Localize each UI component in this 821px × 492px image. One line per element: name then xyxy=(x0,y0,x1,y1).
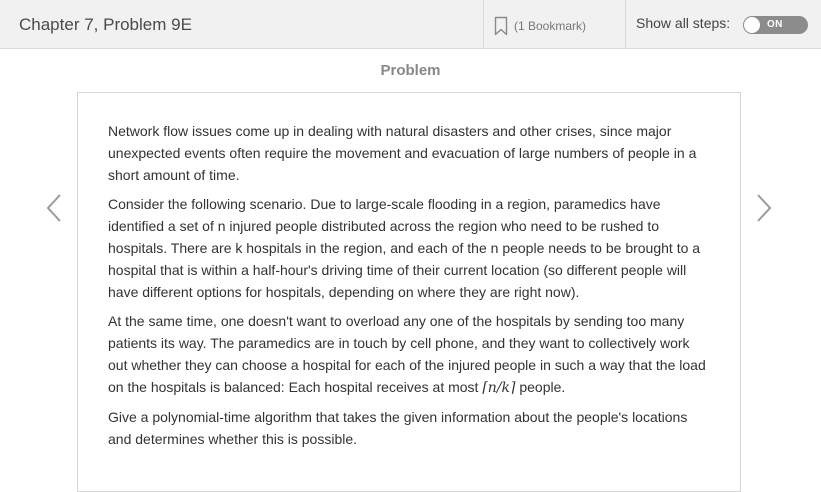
section-heading: Problem xyxy=(380,62,441,79)
problem-paragraph: Consider the following scenario. Due to large-scale flooding in a region, paramedics have identified a set of n injured people distributed across the region who need to be rushed to hospitals. There are k hospitals in the region, and each of the n people needs to be brought to a hospital that is within a half-hour's driving time of their current location (so different people will have different options for hospitals, depending on where they are right now). xyxy=(108,196,701,300)
problem-paragraph-text: people. xyxy=(519,379,566,395)
toggle-knob xyxy=(744,17,760,33)
top-bar xyxy=(0,0,821,49)
chevron-left-icon xyxy=(45,193,63,223)
toggle-label: ON xyxy=(767,19,783,30)
problem-paragraph-text: At the same time, one doesn't want to overload any one of the hospitals by sending too many patients its way. The paramedics are in touch by cell phone, and they want to collectively work out whether they can choose a hospital for each of the injured people in such a way that the load on the hospitals is balanced: Each hospital receives at most xyxy=(108,313,706,395)
show-steps-label: Show all steps: xyxy=(636,15,731,31)
problem-paragraph xyxy=(108,310,708,399)
show-steps-toggle[interactable] xyxy=(743,16,808,34)
bookmark-button[interactable] xyxy=(494,14,586,38)
problem-text xyxy=(108,120,708,457)
divider xyxy=(483,0,484,49)
chapter-title: Chapter 7, Problem 9E xyxy=(19,15,192,34)
problem-panel xyxy=(77,92,741,492)
chevron-right-icon xyxy=(755,193,773,223)
next-button[interactable] xyxy=(755,193,773,223)
math-expression: ⌈n/k⌉ xyxy=(482,380,516,396)
problem-paragraph: Network flow issues come up in dealing with natural disasters and other crises, since major unexpected events often require the movement and evacuation of large numbers of people in a short amount of time. xyxy=(108,123,697,183)
bookmark-label: (1 Bookmark) xyxy=(514,19,587,33)
bookmark-icon xyxy=(494,16,508,36)
problem-paragraph: Give a polynomial-time algorithm that takes the given information about the people's locations and determines whether this is possible. xyxy=(108,409,688,447)
divider xyxy=(625,0,626,49)
prev-button[interactable] xyxy=(45,193,63,223)
